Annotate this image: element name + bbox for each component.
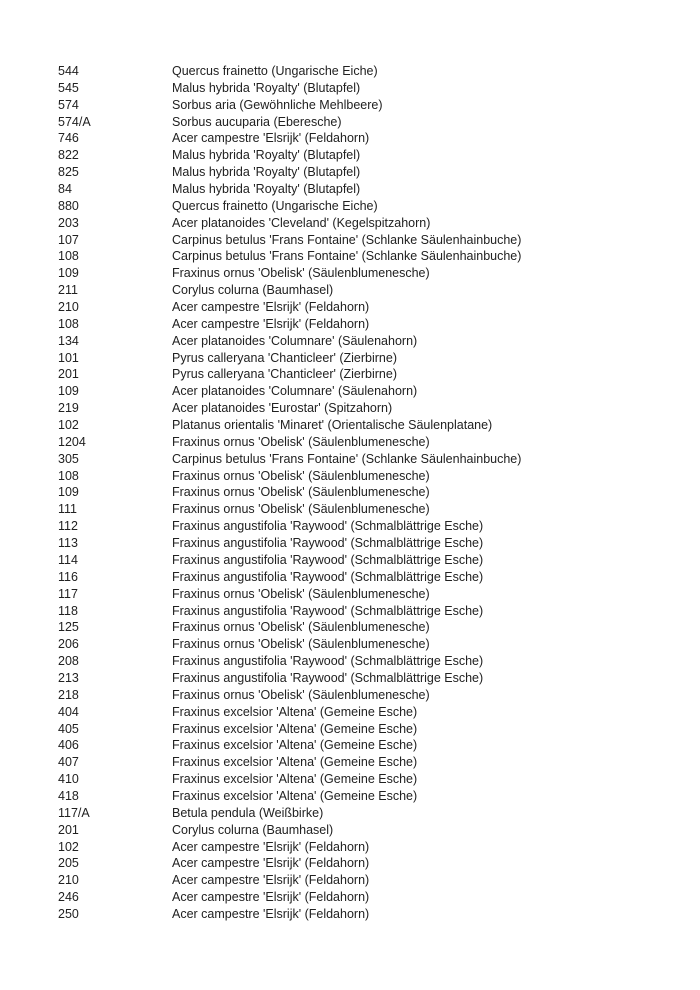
tree-species: Fraxinus ornus 'Obelisk' (Säulenblumenesche) — [172, 586, 430, 601]
tree-number: 410 — [58, 772, 79, 787]
tree-number: 109 — [58, 266, 79, 281]
tree-species: Acer platanoides 'Columnare' (Säulenahorn) — [172, 333, 418, 348]
tree-species: Malus hybrida 'Royalty' (Blutapfel) — [172, 182, 361, 197]
list-item — [58, 501, 680, 518]
tree-species: Fraxinus angustifolia 'Raywood' (Schmalblättrige Esche) — [172, 603, 484, 618]
tree-species: Fraxinus excelsior 'Altena' (Gemeine Esche) — [172, 721, 418, 736]
list-item — [58, 704, 680, 721]
tree-species: Acer platanoides 'Cleveland' (Kegelspitzahorn) — [172, 215, 431, 230]
tree-species: Fraxinus angustifolia 'Raywood' (Schmalblättrige Esche) — [172, 552, 484, 567]
tree-number: 113 — [58, 536, 78, 551]
tree-species: Carpinus betulus 'Frans Fontaine' (Schlanke Säulenhainbuche) — [172, 451, 522, 466]
list-item — [58, 889, 680, 906]
tree-number: 246 — [58, 890, 79, 905]
tree-number: 109 — [58, 384, 79, 399]
tree-species: Malus hybrida 'Royalty' (Blutapfel) — [172, 80, 361, 95]
tree-number: 201 — [58, 822, 79, 837]
tree-number: 102 — [58, 839, 79, 854]
tree-species: Fraxinus excelsior 'Altena' (Gemeine Esche) — [172, 755, 418, 770]
tree-number: 203 — [58, 215, 79, 230]
tree-species: Carpinus betulus 'Frans Fontaine' (Schlanke Säulenhainbuche) — [172, 249, 522, 264]
list-item — [58, 855, 680, 872]
tree-number: 112 — [58, 519, 78, 534]
tree-species: Fraxinus ornus 'Obelisk' (Säulenblumenesche) — [172, 620, 430, 635]
tree-species: Acer campestre 'Elsrijk' (Feldahorn) — [172, 131, 370, 146]
tree-species: Platanus orientalis 'Minaret' (Orientalische Säulenplatane) — [172, 418, 493, 433]
list-item — [58, 569, 680, 586]
list-item — [58, 198, 680, 215]
tree-species: Fraxinus angustifolia 'Raywood' (Schmalblättrige Esche) — [172, 519, 484, 534]
tree-number: 107 — [58, 232, 79, 247]
list-item — [58, 484, 680, 501]
tree-number: 116 — [58, 569, 78, 584]
tree-species: Fraxinus angustifolia 'Raywood' (Schmalblättrige Esche) — [172, 670, 484, 685]
list-item — [58, 434, 680, 451]
tree-species: Fraxinus ornus 'Obelisk' (Säulenblumenesche) — [172, 468, 430, 483]
tree-number: 825 — [58, 165, 79, 180]
tree-number: 418 — [58, 788, 79, 803]
tree-number: 84 — [58, 182, 72, 197]
list-item — [58, 114, 680, 131]
list-item — [58, 130, 680, 147]
list-item — [58, 468, 680, 485]
list-item — [58, 906, 680, 923]
tree-number: 407 — [58, 755, 79, 770]
tree-number: 111 — [58, 502, 78, 517]
list-item — [58, 653, 680, 670]
list-item — [58, 737, 680, 754]
tree-species: Fraxinus excelsior 'Altena' (Gemeine Esche) — [172, 788, 418, 803]
tree-species: Corylus colurna (Baumhasel) — [172, 822, 334, 837]
tree-number: 544 — [58, 64, 79, 78]
tree-number: 201 — [58, 367, 79, 382]
tree-species: Acer campestre 'Elsrijk' (Feldahorn) — [172, 300, 370, 315]
list-item — [58, 603, 680, 620]
list-item — [58, 721, 680, 738]
list-item — [58, 754, 680, 771]
list-item — [58, 619, 680, 636]
tree-number: 880 — [58, 198, 79, 213]
list-item — [58, 670, 680, 687]
tree-species: Corylus colurna (Baumhasel) — [172, 283, 334, 298]
list-item — [58, 350, 680, 367]
tree-number: 822 — [58, 148, 79, 163]
list-item — [58, 636, 680, 653]
tree-number: 574 — [58, 97, 79, 112]
list-item — [58, 771, 680, 788]
tree-number: 250 — [58, 906, 79, 921]
tree-number: 746 — [58, 131, 79, 146]
list-item — [58, 586, 680, 603]
list-item — [58, 181, 680, 198]
list-item — [58, 80, 680, 97]
list-item — [58, 805, 680, 822]
tree-number: 404 — [58, 704, 79, 719]
tree-number: 109 — [58, 485, 79, 500]
tree-number: 208 — [58, 654, 79, 669]
list-item — [58, 535, 680, 552]
tree-species: Fraxinus angustifolia 'Raywood' (Schmalblättrige Esche) — [172, 654, 484, 669]
tree-species: Pyrus calleryana 'Chanticleer' (Zierbirne) — [172, 350, 397, 365]
list-item — [58, 451, 680, 468]
tree-species: Acer campestre 'Elsrijk' (Feldahorn) — [172, 873, 370, 888]
tree-number: 218 — [58, 687, 79, 702]
list-item — [58, 164, 680, 181]
list-item — [58, 788, 680, 805]
tree-species: Sorbus aria (Gewöhnliche Mehlbeere) — [172, 97, 383, 112]
list-item — [58, 400, 680, 417]
tree-number: 545 — [58, 80, 79, 95]
tree-species: Fraxinus angustifolia 'Raywood' (Schmalblättrige Esche) — [172, 536, 484, 551]
list-item — [58, 872, 680, 889]
tree-species: Acer campestre 'Elsrijk' (Feldahorn) — [172, 890, 370, 905]
tree-number: 101 — [58, 350, 79, 365]
tree-species: Fraxinus angustifolia 'Raywood' (Schmalblättrige Esche) — [172, 569, 484, 584]
tree-species: Fraxinus ornus 'Obelisk' (Säulenblumenesche) — [172, 266, 430, 281]
tree-species: Acer platanoides 'Eurostar' (Spitzahorn) — [172, 401, 393, 416]
tree-species: Acer campestre 'Elsrijk' (Feldahorn) — [172, 906, 370, 921]
tree-species: Fraxinus ornus 'Obelisk' (Säulenblumenesche) — [172, 687, 430, 702]
list-item — [58, 299, 680, 316]
tree-species: Malus hybrida 'Royalty' (Blutapfel) — [172, 148, 361, 163]
tree-species: Betula pendula (Weißbirke) — [172, 805, 324, 820]
tree-species: Fraxinus ornus 'Obelisk' (Säulenblumenesche) — [172, 485, 430, 500]
tree-species: Quercus frainetto (Ungarische Eiche) — [172, 64, 378, 78]
list-item — [58, 687, 680, 704]
list-item — [58, 333, 680, 350]
tree-number: 108 — [58, 249, 79, 264]
tree-number: 206 — [58, 637, 79, 652]
tree-number: 118 — [58, 603, 78, 618]
tree-species: Fraxinus ornus 'Obelisk' (Säulenblumenesche) — [172, 434, 430, 449]
list-item — [58, 282, 680, 299]
list-item — [58, 316, 680, 333]
tree-number: 134 — [58, 333, 79, 348]
tree-number: 114 — [58, 552, 78, 567]
tree-number: 125 — [58, 620, 79, 635]
tree-number: 117 — [58, 586, 78, 601]
tree-species: Acer campestre 'Elsrijk' (Feldahorn) — [172, 856, 370, 871]
list-item — [58, 839, 680, 856]
tree-species: Acer campestre 'Elsrijk' (Feldahorn) — [172, 839, 370, 854]
tree-number: 102 — [58, 418, 79, 433]
tree-species: Fraxinus ornus 'Obelisk' (Säulenblumenesche) — [172, 637, 430, 652]
tree-species: Acer campestre 'Elsrijk' (Feldahorn) — [172, 316, 370, 331]
list-item — [58, 97, 680, 114]
tree-species: Carpinus betulus 'Frans Fontaine' (Schlanke Säulenhainbuche) — [172, 232, 522, 247]
tree-number: 574/A — [58, 114, 91, 129]
tree-number: 405 — [58, 721, 79, 736]
list-item — [58, 417, 680, 434]
list-item — [58, 63, 680, 80]
tree-species: Sorbus aucuparia (Eberesche) — [172, 114, 342, 129]
tree-species: Fraxinus excelsior 'Altena' (Gemeine Esche) — [172, 772, 418, 787]
tree-species: Fraxinus ornus 'Obelisk' (Säulenblumenesche) — [172, 502, 430, 517]
list-item — [58, 518, 680, 535]
tree-species: Fraxinus excelsior 'Altena' (Gemeine Esche) — [172, 704, 418, 719]
tree-species: Pyrus calleryana 'Chanticleer' (Zierbirne) — [172, 367, 397, 382]
tree-number: 219 — [58, 401, 79, 416]
tree-number: 108 — [58, 468, 79, 483]
tree-number: 211 — [58, 283, 78, 298]
tree-number: 213 — [58, 670, 79, 685]
list-item — [58, 232, 680, 249]
tree-number: 205 — [58, 856, 79, 871]
tree-number: 117/A — [58, 805, 90, 820]
list-item — [58, 147, 680, 164]
list-item — [58, 265, 680, 282]
list-item — [58, 552, 680, 569]
tree-list — [58, 63, 680, 923]
list-item — [58, 366, 680, 383]
tree-number: 1204 — [58, 434, 86, 449]
list-item — [58, 383, 680, 400]
tree-species: Malus hybrida 'Royalty' (Blutapfel) — [172, 165, 361, 180]
list-item — [58, 215, 680, 232]
tree-species: Acer platanoides 'Columnare' (Säulenahorn) — [172, 384, 418, 399]
tree-species: Fraxinus excelsior 'Altena' (Gemeine Esche) — [172, 738, 418, 753]
tree-number: 210 — [58, 873, 79, 888]
tree-number: 108 — [58, 316, 79, 331]
list-item — [58, 248, 680, 265]
list-item — [58, 822, 680, 839]
tree-number: 210 — [58, 300, 79, 315]
tree-species: Quercus frainetto (Ungarische Eiche) — [172, 198, 378, 213]
tree-number: 406 — [58, 738, 79, 753]
tree-number: 305 — [58, 451, 79, 466]
